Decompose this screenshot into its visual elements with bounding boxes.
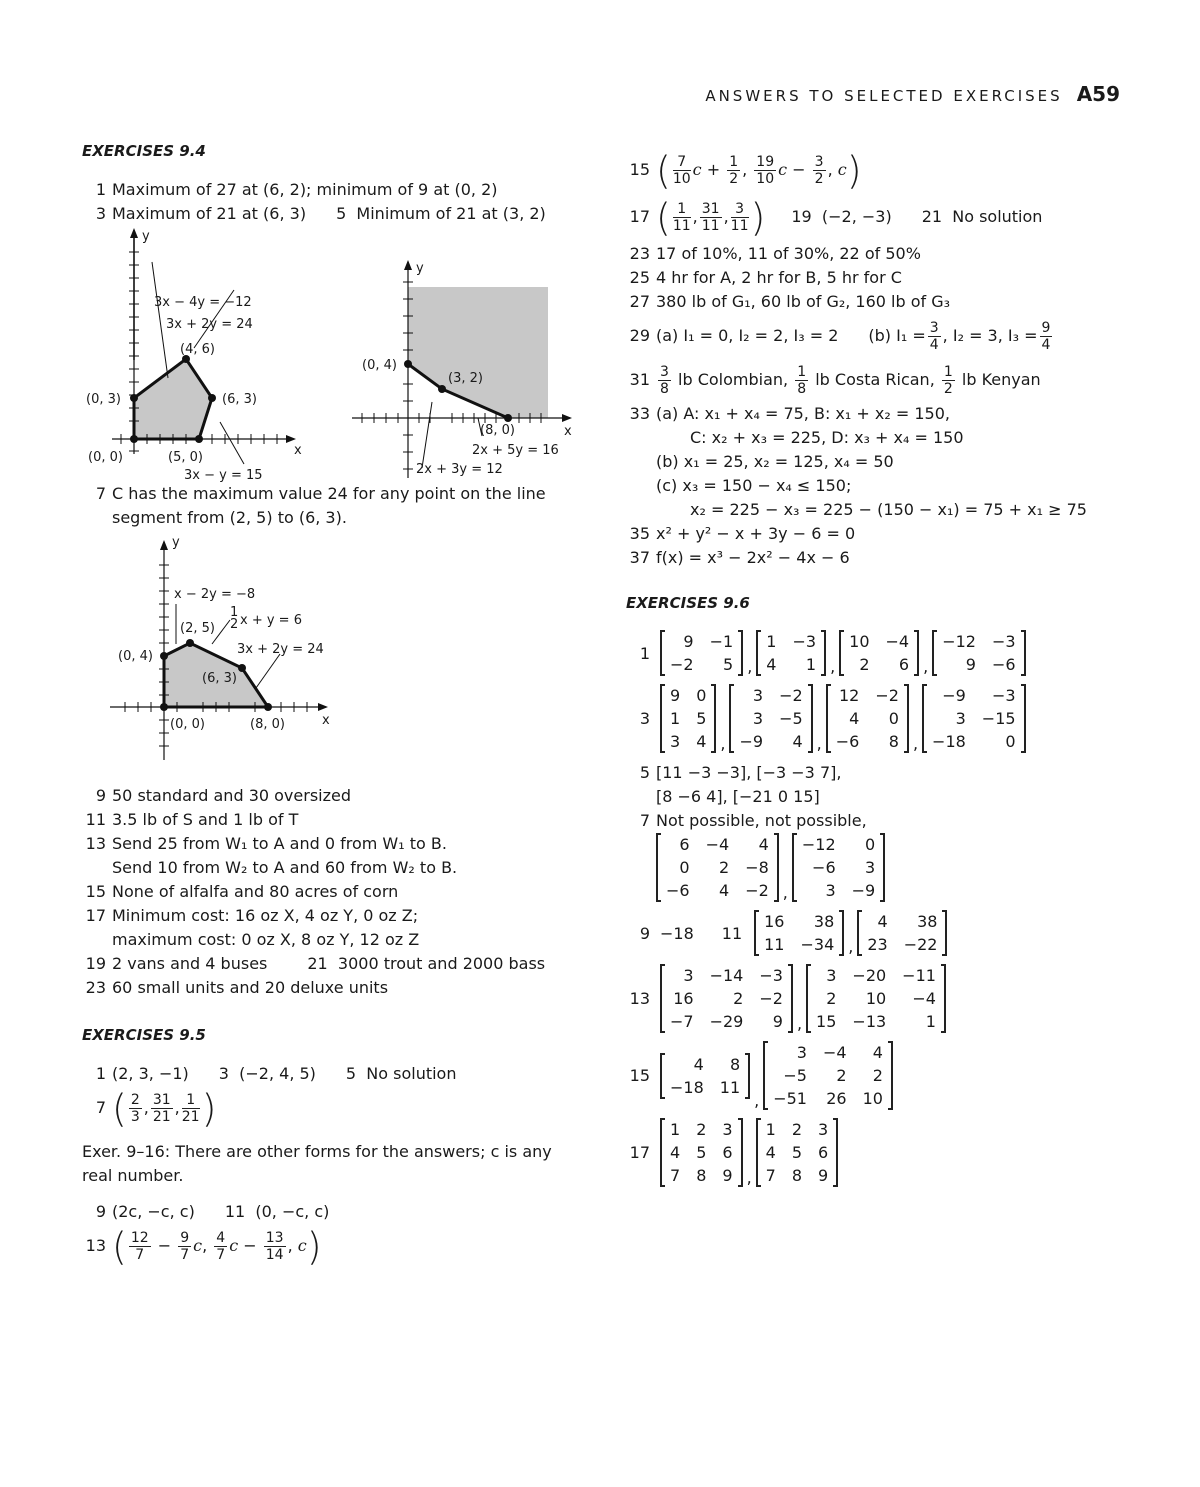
fraction-den: 2 [230, 617, 239, 632]
matrix-cell: 8 [729, 1054, 741, 1074]
matrix-cell: 4 [872, 1043, 883, 1062]
matrix-cell: 3 [670, 732, 681, 751]
matrix [839, 630, 919, 676]
matrix-cell: 6 [679, 835, 690, 854]
answer-35-95: 35 x² + y² − x + 3y − 6 = 0 [629, 524, 856, 543]
answer-13-cont: Send 10 from W₂ to A and 60 from W₂ to B. [112, 858, 458, 877]
matrix-cell: 16 [673, 989, 694, 1008]
matrix-cell: 1 [765, 1120, 776, 1139]
matrix [792, 833, 885, 902]
matrix-cell: −5 [783, 1066, 807, 1085]
matrix-cell: 26 [826, 1089, 847, 1108]
matrix-cell: −3 [991, 686, 1016, 705]
matrix-cell: −2 [745, 881, 769, 900]
matrix-cell: 2 [872, 1066, 883, 1085]
matrix [756, 1118, 839, 1187]
matrix-cell: 38 [813, 912, 835, 931]
answer-33-cont-1: C: x₂ + x₃ = 225, D: x₃ + x₄ = 150 [690, 428, 964, 447]
matrix-cell: 11 [764, 935, 785, 954]
answer-7: 7 C has the maximum value 24 for any point on the line [95, 484, 546, 503]
matrix-cell: −6 [812, 858, 836, 877]
matrix-cell: 3 [722, 1120, 733, 1139]
right-column [626, 142, 1126, 1195]
matrix-cell: −7 [670, 1012, 694, 1031]
answer-17-96: 17 1 2 3 4 5 6 7 8 9 , 1 2 3 4 5 6 7 8 9 [626, 1118, 1126, 1187]
graph-exercise-3 [86, 228, 302, 483]
matrix-cell: −4 [705, 835, 730, 854]
matrix-cell: 4 [792, 732, 803, 751]
matrix-cell: 11 [719, 1077, 741, 1097]
matrix-cell: 2 [836, 1066, 847, 1085]
line-label: 2x + 5y = 16 [472, 443, 559, 458]
matrix-cell: −12 [942, 632, 976, 651]
matrix-cell: −3 [991, 632, 1016, 651]
answer-33-cont-2: (b) x₁ = 25, x₂ = 125, x₄ = 50 [656, 452, 894, 471]
matrix-cell: 5 [791, 1143, 803, 1162]
matrix [932, 630, 1025, 676]
matrix [660, 1118, 743, 1187]
answer-11: 11 3.5 lb of S and 1 lb of T [85, 810, 299, 829]
matrix-cell: −4 [912, 989, 936, 1008]
matrix-cell: −3 [759, 966, 783, 985]
matrix-cell: 3 [826, 966, 837, 985]
matrix-cell: 4 [849, 709, 860, 728]
answer-19-21: 19 2 vans and 4 buses 21 3000 trout and 2000 bass [85, 954, 546, 973]
answer-13-95: 13 ( $\frac{12}{7}$ − $\frac{9}{7}$ c, $\frac{4}{7}$ c − $\frac{13}{14}$ , c) [85, 1224, 322, 1269]
answer-33-cont-4: x₂ = 225 − x₃ = 225 − (150 − x₁) = 75 + x₁ ≥ 75 [690, 500, 1087, 519]
matrix [660, 964, 793, 1033]
matrix-cell: 9 [683, 632, 694, 651]
line-label: x − 2y = −8 [174, 587, 256, 602]
matrix [660, 630, 743, 676]
answer-7-95: 7 ( $\frac{2}{3}$ , $\frac{31}{21}$ , $\frac{1}{21}$ ) [95, 1086, 217, 1131]
matrix-cell: 1 [805, 655, 817, 674]
matrix [763, 1041, 893, 1110]
matrix-cell: 15 [816, 1012, 837, 1031]
matrix-cell: 8 [888, 732, 899, 751]
y-axis-label: y [142, 229, 150, 244]
point-label: (4, 6) [180, 342, 215, 357]
answer-5-96: 5 [11 −3 −3], [−3 −3 7], [639, 763, 842, 782]
point-label: (8, 0) [480, 423, 515, 438]
matrix-cell: 10 [849, 632, 870, 651]
matrix-cell: 6 [722, 1143, 733, 1162]
point-label: (8, 0) [250, 717, 285, 732]
matrix-cell: −18 [670, 1077, 704, 1097]
answer-15: 15 None of alfalfa and 80 acres of corn [85, 882, 399, 901]
point-label: (3, 2) [448, 371, 483, 386]
graph-exercise-7 [82, 532, 562, 772]
matrix-cell: −6 [835, 732, 860, 751]
x-axis-label: x [322, 713, 330, 728]
matrix-cell: −18 [932, 732, 966, 751]
y-axis-label: y [416, 261, 424, 276]
matrix-cell: 0 [888, 709, 899, 728]
matrix [806, 964, 946, 1033]
matrix [857, 910, 947, 956]
line-label: 3x − 4y = −12 [154, 295, 252, 310]
matrix-cell: 4 [766, 655, 777, 674]
matrix-cell: 7 [765, 1166, 776, 1185]
line-label: 3x − y = 15 [184, 468, 263, 483]
matrix-cell: 2 [791, 1120, 803, 1139]
answer-17-19-21-95: 17 ( $\frac{1}{11}$ , $\frac{31}{11}$ , $\frac{3}{11}$ ) 19 (−2, −3) 21 No solution [629, 195, 1043, 240]
graph-exercise-5 [352, 260, 572, 478]
left-column [82, 142, 572, 1269]
matrix-cell: 2 [696, 1120, 707, 1139]
matrix-cell: 10 [865, 989, 887, 1008]
matrix-cell: 10 [862, 1089, 883, 1108]
matrix-cell: −34 [800, 935, 835, 954]
line-label: 3x + 2y = 24 [237, 642, 324, 657]
matrix-cell: 5 [696, 1143, 707, 1162]
point-label: (0, 0) [170, 717, 205, 732]
matrix-cell: 0 [679, 858, 690, 877]
matrix-cell: 1 [670, 1120, 681, 1139]
matrix-cell: 3 [752, 709, 764, 728]
fraction-num: 1 [230, 605, 239, 620]
matrix-cell: 8 [696, 1166, 707, 1185]
point-label: (6, 3) [202, 671, 237, 686]
matrix-cell: 4 [765, 1143, 776, 1162]
x-axis-label: x [564, 424, 572, 439]
answer-33-cont-3: (c) x₃ = 150 − x₄ ≤ 150; [656, 476, 852, 495]
matrix [729, 684, 812, 753]
answer-25-95: 25 4 hr for A, 2 hr for B, 5 hr for C [629, 268, 902, 287]
matrix-cell: 1 [670, 709, 681, 728]
matrix-cell: −14 [709, 966, 744, 985]
point-label: (5, 0) [168, 450, 203, 465]
page-number: A59 [1076, 82, 1120, 106]
matrix-cell: 9 [670, 686, 681, 705]
matrix-cell: 3 [865, 858, 876, 877]
matrix-cell: 4 [670, 1143, 681, 1162]
answer-23: 23 60 small units and 20 deluxe units [85, 978, 389, 997]
answer-3-96: 3 9 0 1 5 3 4 , 3 −2 3 −5 −9 4 , 12 −2 4 0 −6 8 , −9 −3 3 −15 −18 0 [626, 684, 1126, 753]
answer-13-96: 13 3 −14 −3 16 2 −2 −7 −29 9 , 3 −20 −11 2 10 −4 15 −13 1 [626, 964, 1126, 1033]
matrix-cell: 0 [696, 686, 707, 705]
answer-1: 1 Maximum of 27 at (6, 2); minimum of 9 at (0, 2) [95, 180, 498, 199]
matrix-cell: −8 [745, 858, 769, 877]
matrix-cell: 3 [796, 1043, 807, 1062]
matrix-cell: 16 [764, 912, 785, 931]
answer-5-cont: [8 −6 4], [−21 0 15] [656, 787, 820, 806]
answer-37-95: 37 f(x) = x³ − 2x² − 4x − 6 [629, 548, 850, 567]
line-label: 2x + 3y = 12 [416, 462, 503, 477]
point-label: (6, 3) [222, 392, 257, 407]
matrix-cell: −4 [885, 632, 910, 651]
note-line-1: Exer. 9–16: There are other forms for the answers; c is any [82, 1142, 552, 1161]
matrix-cell: −2 [875, 686, 899, 705]
answer-33-95: 33 (a) A: x₁ + x₄ = 75, B: x₁ + x₂ = 150, [629, 404, 950, 423]
answer-15-95: 15 ( $\frac{7}{10}$ c + $\frac{1}{2}$ , $\frac{19}{10}$ c − $\frac{3}{2}$ , c) [629, 148, 862, 193]
matrix-cell: 0 [1005, 732, 1016, 751]
matrix-cell: 3 [955, 709, 966, 728]
matrix-cell: −9 [739, 732, 764, 751]
answer-23-95: 23 17 of 10%, 11 of 30%, 22 of 50% [629, 244, 921, 263]
matrix-cell: 3 [818, 1120, 829, 1139]
matrix-cell: 2 [859, 655, 870, 674]
answer-17-cont: maximum cost: 0 oz X, 8 oz Y, 12 oz Z [112, 930, 420, 949]
matrix-cell: −1 [709, 632, 734, 651]
matrix-cell: −2 [670, 655, 694, 674]
matrix-cell: 3 [683, 966, 694, 985]
matrix [656, 833, 779, 902]
answer-15-96: 15 4 8 −18 11 , 3 −4 4 −5 2 2 −51 26 10 [626, 1041, 1126, 1110]
matrix-cell: −29 [709, 1012, 744, 1031]
line-label: 3x + 2y = 24 [166, 317, 253, 332]
matrix-cell: −22 [903, 935, 938, 954]
y-axis-label: y [172, 535, 180, 550]
matrix-cell: 5 [696, 709, 707, 728]
answer-3-5: 3 Maximum of 21 at (6, 3) 5 Minimum of 21 at (3, 2) [95, 204, 546, 223]
answer-13: 13 Send 25 from W₁ to A and 0 from W₁ to B. [85, 834, 447, 853]
section-title-9-5: EXERCISES 9.5 [82, 1026, 206, 1044]
matrix-cell: −15 [981, 709, 1016, 728]
matrix-cell: 7 [670, 1166, 681, 1185]
matrix-cell: −3 [792, 632, 817, 651]
answer-9-11-96: 9 −18 11 16 38 11 −34 , 4 38 23 −22 [626, 910, 1126, 956]
matrix-cell: −4 [822, 1043, 847, 1062]
matrix-cell: 9 [965, 655, 976, 674]
matrix-cell: 5 [723, 655, 734, 674]
matrix-cell: 6 [898, 655, 910, 674]
matrix-cell: 12 [838, 686, 860, 705]
matrix-cell: 4 [696, 732, 707, 751]
point-label: (0, 4) [118, 649, 153, 664]
matrix-cell: −9 [851, 881, 876, 900]
answer-1-96: 1 9 −1 −2 5 , 1 −3 4 1 , 10 −4 2 6 , −12 −3 9 −6 [626, 630, 1126, 676]
answer-7-96: 7 Not possible, not possible, [639, 811, 867, 830]
matrix-cell: 9 [722, 1166, 733, 1185]
answer-7-cont: segment from (2, 5) to (6, 3). [112, 508, 347, 527]
answer-9: 9 50 standard and 30 oversized [95, 786, 351, 805]
matrix-cell: −5 [779, 709, 803, 728]
matrix-cell: −9 [942, 686, 966, 705]
answer-7-matrices: 6 −4 4 0 2 −8 −6 4 −2 , −12 0 −6 3 3 −9 [626, 833, 1126, 902]
line-label: x + y = 6 [240, 613, 302, 628]
answer-27-95: 27 380 lb of G₁, 60 lb of G₂, 160 lb of G₃ [629, 292, 951, 311]
matrix-cell: 0 [865, 835, 876, 854]
matrix [754, 910, 844, 956]
x-axis-label: x [294, 443, 302, 458]
answer-17: 17 Minimum cost: 16 oz X, 4 oz Y, 0 oz Z; [85, 906, 419, 925]
matrix-cell: −51 [773, 1089, 807, 1108]
answer-9-11-95: 9 (2c, −c, c) 11 (0, −c, c) [95, 1202, 330, 1221]
matrix-cell: −13 [852, 1012, 887, 1031]
matrix-cell: 23 [867, 935, 888, 954]
point-label: (0, 3) [86, 392, 121, 407]
matrix [660, 1053, 750, 1099]
section-title-9-6: EXERCISES 9.6 [626, 594, 750, 612]
matrix-cell: 4 [877, 912, 888, 931]
matrix-cell: 2 [733, 989, 744, 1008]
matrix [826, 684, 909, 753]
note-line-2: real number. [82, 1166, 184, 1185]
answer-29-95: 29 (a) I₁ = 0, I₂ = 2, I₃ = 2 (b) I₁ = $\frac{3}{4}$ , I₂ = 3, I₃ = $\frac{9}{4}$ [629, 320, 1051, 353]
matrix-cell: −2 [779, 686, 803, 705]
point-label: (0, 4) [362, 358, 397, 373]
graphs-exercise-3-5 [82, 229, 572, 483]
matrix-cell: 2 [826, 989, 837, 1008]
matrix-cell: 8 [791, 1166, 803, 1185]
running-title: ANSWERS TO SELECTED EXERCISES [705, 87, 1063, 105]
matrix-cell: 9 [818, 1166, 829, 1185]
matrix-cell: 2 [719, 858, 730, 877]
matrix-cell: −6 [991, 655, 1016, 674]
matrix-cell: −12 [801, 835, 836, 854]
matrix [756, 630, 826, 676]
matrix [922, 684, 1026, 753]
matrix-cell: 3 [825, 881, 836, 900]
matrix-cell: 4 [758, 835, 769, 854]
answer-1-3-5: 1 (2, 3, −1) 3 (−2, 4, 5) 5 No solution [95, 1064, 457, 1083]
matrix-cell: 1 [925, 1012, 936, 1031]
matrix-cell: 6 [818, 1143, 829, 1162]
matrix-cell: 9 [772, 1012, 783, 1031]
point-label: (0, 0) [88, 450, 123, 465]
matrix-cell: −20 [852, 966, 887, 985]
matrix-cell: −11 [902, 966, 936, 985]
matrix [660, 684, 716, 753]
matrix-cell: 3 [752, 686, 764, 705]
matrix-cell: 4 [693, 1054, 704, 1074]
running-header [705, 82, 1120, 106]
matrix-cell: 38 [917, 912, 938, 931]
answer-31-95: 31 $\frac{3}{8}$ lb Colombian, $\frac{1}{8}$ lb Costa Rican, $\frac{1}{2}$ lb Kenyan [629, 364, 1041, 397]
matrix-cell: −2 [759, 989, 783, 1008]
section-title-9-4: EXERCISES 9.4 [82, 142, 206, 160]
point-label: (2, 5) [180, 621, 215, 636]
matrix-cell: 1 [766, 632, 777, 651]
matrix-cell: 4 [719, 881, 730, 900]
matrix-cell: −6 [666, 881, 690, 900]
